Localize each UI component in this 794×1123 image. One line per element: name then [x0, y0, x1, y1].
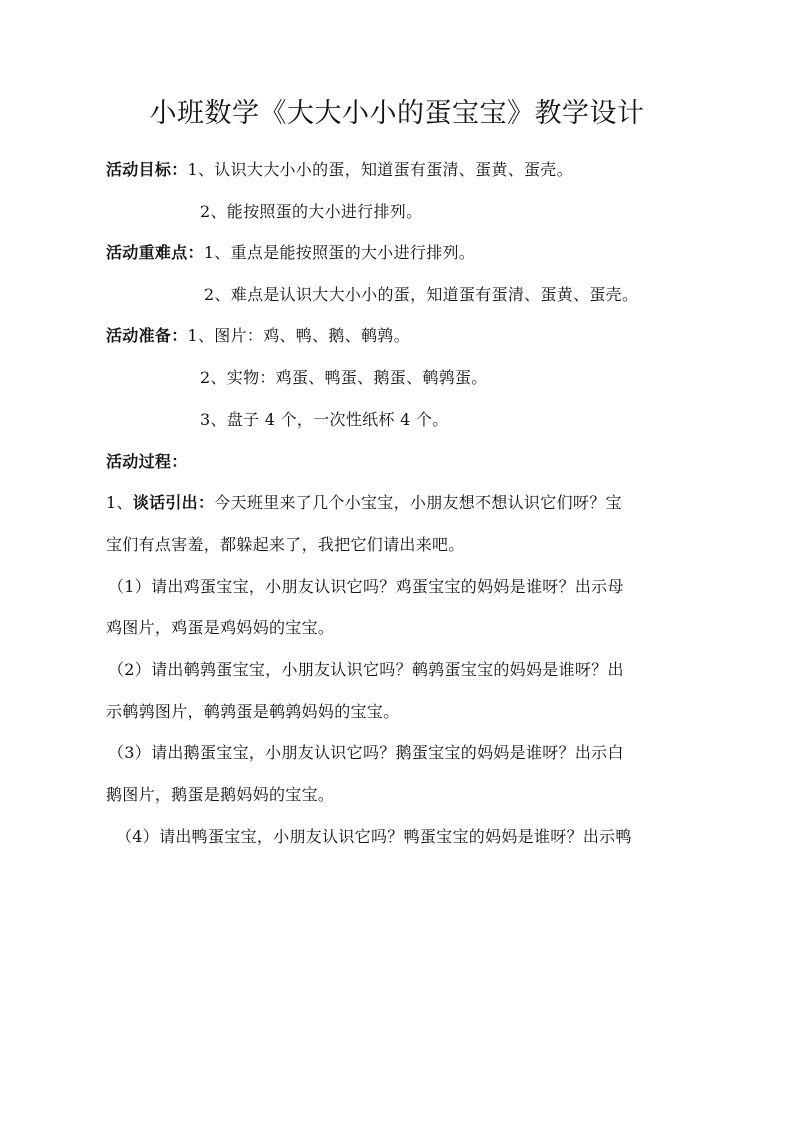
preparation-line-1: [106, 324, 410, 348]
process-step-2-line-2: 示鹌鹑图片，鹌鹑蛋是鹌鹑妈妈的宝宝。: [106, 702, 400, 721]
goals-item-1: 1、认识大大小小的蛋，知道蛋有蛋清、蛋黄、蛋壳。: [187, 160, 573, 179]
process-intro-text-2: 宝们有点害羞，都躲起来了，我把它们请出来吧。: [106, 535, 465, 554]
preparation-item-1: 1、图片：鸡、鸭、鹅、鹌鹑。: [187, 326, 410, 345]
goals-label: 活动目标：: [106, 160, 188, 179]
preparation-item-3: 3、盘子 4 个，一次性纸杯 4 个。: [200, 410, 449, 429]
process-step-4-line-1: （4）请出鸭蛋宝宝，小朋友认识它吗？鸭蛋宝宝的妈妈是谁呀？出示鸭: [116, 827, 632, 846]
process-label: 活动过程：: [106, 452, 188, 471]
process-step-1-line-2: 鸡图片，鸡蛋是鸡妈妈的宝宝。: [106, 618, 335, 637]
process-step-3-line-2: 鹅图片，鹅蛋是鹅妈妈的宝宝。: [106, 785, 335, 804]
process-step-1-line-1: （1）请出鸡蛋宝宝，小朋友认识它吗？鸡蛋宝宝的妈妈是谁呀？出示母: [108, 577, 624, 596]
process-intro-number: 1、: [106, 493, 133, 512]
key-points-item-1: 1、重点是能按照蛋的大小进行排列。: [203, 243, 476, 262]
process-intro-label: 谈话引出：: [132, 493, 215, 512]
process-intro-text-1: 今天班里来了几个小宝宝，小朋友想不想认识它们呀？宝: [214, 493, 622, 512]
goals-item-2: 2、能按照蛋的大小进行排列。: [200, 202, 423, 221]
key-points-item-2: 2、难点是认识大大小小的蛋，知道蛋有蛋清、蛋黄、蛋壳。: [204, 285, 639, 304]
process-step-2-line-1: （2）请出鹌鹑蛋宝宝，小朋友认识它吗？鹌鹑蛋宝宝的妈妈是谁呀？出: [108, 660, 624, 679]
process-step-3-line-1: （3）请出鹅蛋宝宝，小朋友认识它吗？鹅蛋宝宝的妈妈是谁呀？出示白: [108, 743, 624, 762]
document-title: 小班数学《大大小小的蛋宝宝》教学设计: [149, 98, 645, 129]
key-points-label: 活动重难点：: [106, 243, 204, 262]
goals-line-1: [106, 158, 573, 182]
process-intro-line-1: [106, 491, 622, 515]
preparation-label: 活动准备：: [106, 326, 188, 345]
key-points-line-1: [106, 241, 475, 265]
preparation-item-2: 2、实物：鸡蛋、鸭蛋、鹅蛋、鹌鹑蛋。: [200, 368, 488, 387]
